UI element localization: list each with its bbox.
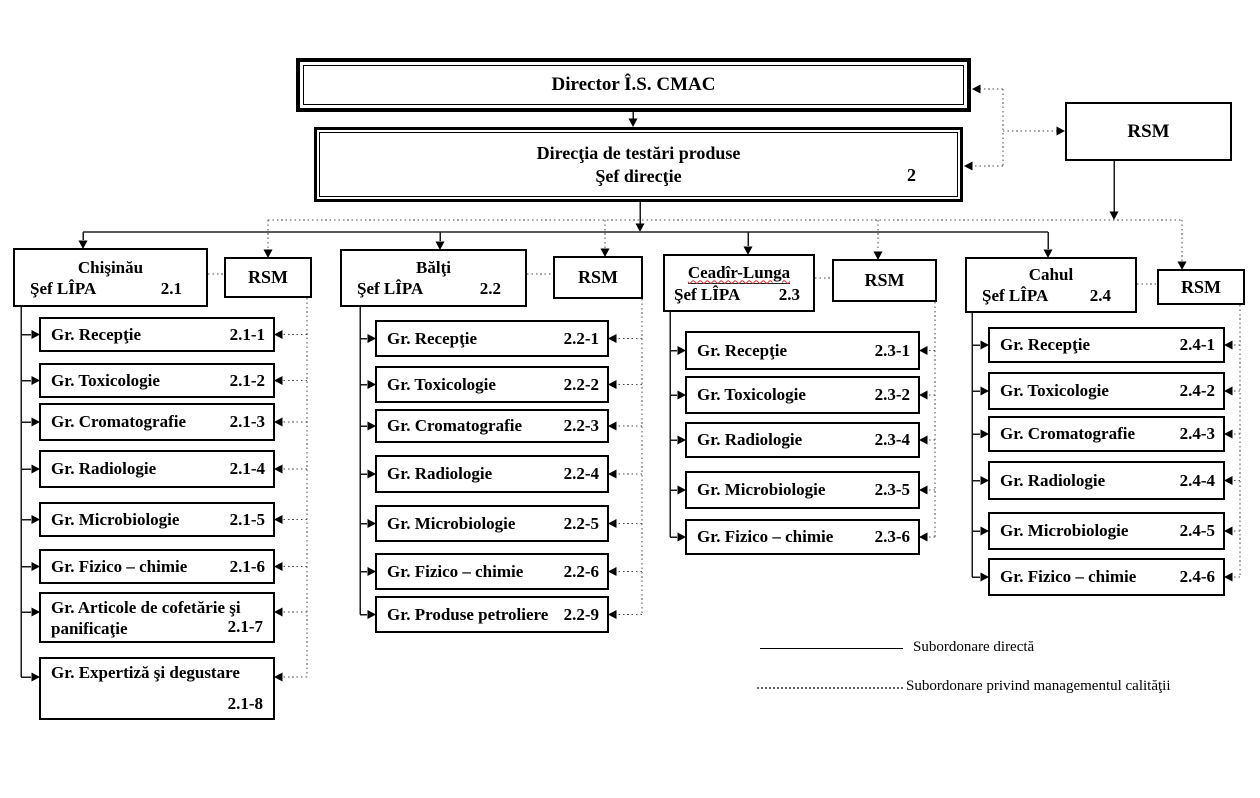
branch-header-cahul — [965, 257, 1137, 313]
rsm-label: RSM — [1181, 276, 1221, 297]
group-box-2.2-6 — [375, 553, 609, 590]
director-label: Director Î.S. CMAC — [551, 74, 716, 95]
group-code: 2.1-7 — [227, 617, 263, 636]
group-label: Gr. Recepţie — [387, 328, 478, 348]
group-code: 2.2-6 — [563, 561, 599, 581]
branch-city-line — [665, 262, 813, 284]
group-code: 2.3-5 — [874, 480, 910, 499]
group-code: 2.1-4 — [229, 459, 265, 478]
rsm-box-chisinau — [224, 257, 312, 298]
rsm-top-label: RSM — [1127, 120, 1170, 142]
branch-city-line — [342, 257, 525, 278]
group-label: Gr. Toxicologie — [387, 374, 496, 394]
rsm-label: RSM — [578, 267, 618, 287]
group-label: Gr. Cromatografie — [51, 412, 187, 431]
branch-header-ceadir-lunga — [663, 254, 815, 312]
group-label: Gr. Fizico – chimie — [697, 527, 834, 546]
branch-header-balti — [340, 249, 527, 307]
group-label: Gr. Articole de cofetărie şi panificaţie — [51, 598, 241, 638]
branch-code: 2.3 — [778, 284, 800, 304]
group-label: Gr. Fizico – chimie — [387, 561, 524, 581]
branch-city-line — [967, 264, 1135, 285]
group-code: 2.4-5 — [1179, 521, 1215, 540]
group-box-2.2-1 — [375, 320, 609, 357]
branch-header-chisinau — [13, 248, 208, 307]
branch-city-line — [15, 257, 206, 278]
group-code: 2.2-5 — [563, 513, 599, 533]
branch-city-label: Cahul — [1028, 265, 1074, 284]
group-box-2.4-4 — [988, 461, 1225, 500]
branch-code: 2.1 — [160, 278, 182, 298]
group-box-2.3-5 — [685, 471, 920, 509]
branch-chief-line — [342, 278, 525, 299]
direction-number: 2 — [907, 165, 916, 185]
group-box-2.1-2 — [39, 363, 275, 398]
group-box-2.1-7 — [39, 592, 275, 643]
group-label: Gr. Microbiologie — [1000, 521, 1129, 540]
direction-box — [314, 127, 963, 202]
group-code: 2.3-1 — [874, 340, 910, 360]
group-code: 2.1-5 — [229, 509, 265, 529]
group-code: 2.3-4 — [874, 430, 910, 449]
group-label: Gr. Toxicologie — [51, 370, 160, 390]
branch-chief-line — [15, 278, 206, 299]
direction-chief: Şef direcţie — [595, 165, 682, 186]
group-code: 2.1-2 — [229, 370, 265, 390]
branch-city-label: Chişinău — [77, 257, 144, 277]
branch-chief-label: Şef LÎPA — [30, 278, 97, 298]
group-code: 2.1-8 — [227, 694, 263, 713]
legend-dotted-label: Subordonare privind managementul calităţii — [906, 678, 1171, 694]
group-label: Gr. Cromatografie — [1000, 424, 1136, 443]
group-code: 2.1-6 — [229, 556, 265, 576]
group-code: 2.1-3 — [229, 412, 265, 431]
group-box-2.1-6 — [39, 549, 275, 584]
group-box-2.1-5 — [39, 502, 275, 537]
director-box — [296, 58, 971, 112]
rsm-box-cahul — [1157, 269, 1245, 305]
group-box-2.4-6 — [988, 558, 1225, 596]
group-label: Gr. Radiologie — [51, 459, 157, 478]
group-box-2.3-4 — [685, 422, 920, 458]
group-box-2.3-2 — [685, 376, 920, 414]
group-label: Gr. Produse petroliere — [387, 604, 549, 624]
group-code: 2.3-6 — [874, 527, 910, 546]
rsm-box-balti — [553, 256, 643, 299]
group-box-2.2-2 — [375, 366, 609, 403]
branch-chief-label: Şef LÎPA — [674, 284, 741, 304]
direction-title: Direcţia de testări produse — [536, 142, 741, 163]
group-box-2.2-3 — [375, 409, 609, 443]
group-label: Gr. Microbiologie — [51, 509, 180, 529]
rsm-top-box — [1065, 102, 1232, 161]
group-box-2.1-8 — [39, 657, 275, 720]
rsm-label: RSM — [864, 270, 905, 290]
group-label: Gr. Toxicologie — [1000, 381, 1109, 400]
group-code: 2.2-2 — [563, 374, 599, 394]
group-label: Gr. Fizico – chimie — [51, 556, 188, 576]
group-box-2.3-1 — [685, 331, 920, 370]
group-code: 2.4-3 — [1179, 424, 1215, 443]
group-code: 2.4-1 — [1179, 335, 1215, 354]
branch-city-label: Ceadîr-Lunga — [687, 262, 791, 282]
group-label: Gr. Toxicologie — [697, 385, 806, 404]
group-code: 2.2-4 — [563, 464, 599, 483]
branch-chief-label: Şef LÎPA — [357, 279, 424, 298]
group-label: Gr. Recepţie — [51, 324, 142, 344]
group-box-2.2-9 — [375, 596, 609, 633]
legend-solid-line — [760, 648, 903, 649]
group-box-2.2-5 — [375, 505, 609, 542]
group-label: Gr. Radiologie — [387, 464, 493, 483]
group-label: Gr. Recepţie — [697, 340, 788, 360]
group-box-2.4-3 — [988, 416, 1225, 452]
legend-dotted-line — [757, 687, 903, 689]
group-box-2.1-3 — [39, 403, 275, 441]
group-label: Gr. Radiologie — [1000, 470, 1106, 490]
group-code: 2.2-3 — [563, 416, 599, 435]
group-box-2.1-1 — [39, 317, 275, 352]
group-box-2.1-4 — [39, 450, 275, 488]
group-label: Gr. Fizico – chimie — [1000, 567, 1137, 586]
group-box-2.3-6 — [685, 519, 920, 555]
group-code: 2.1-1 — [229, 324, 265, 344]
legend-solid-label: Subordonare directă — [913, 639, 1035, 655]
group-label: Gr. Microbiologie — [387, 513, 516, 533]
branch-city-label: Bălţi — [416, 258, 451, 277]
group-label: Gr. Microbiologie — [697, 480, 826, 499]
group-box-2.4-2 — [988, 372, 1225, 410]
group-box-2.2-4 — [375, 455, 609, 493]
group-label: Gr. Expertiză şi degustare — [51, 663, 240, 682]
group-code: 2.4-4 — [1179, 470, 1215, 490]
group-code: 2.3-2 — [874, 385, 910, 404]
group-box-2.4-5 — [988, 512, 1225, 550]
group-label: Gr. Recepţie — [1000, 335, 1091, 354]
rsm-box-ceadir-lunga — [832, 259, 937, 302]
group-code: 2.4-2 — [1179, 381, 1215, 400]
rsm-label: RSM — [248, 267, 288, 287]
branch-code: 2.2 — [479, 279, 501, 298]
group-box-2.4-1 — [988, 327, 1225, 363]
branch-chief-label: Şef LÎPA — [982, 286, 1049, 305]
branch-code: 2.4 — [1089, 286, 1111, 305]
group-label: Gr. Cromatografie — [387, 416, 523, 435]
group-code: 2.4-6 — [1179, 567, 1215, 586]
branch-chief-line — [665, 284, 813, 305]
group-code: 2.2-9 — [563, 604, 599, 624]
group-label: Gr. Radiologie — [697, 430, 803, 449]
branch-chief-line — [967, 285, 1135, 306]
group-code: 2.2-1 — [563, 328, 599, 348]
